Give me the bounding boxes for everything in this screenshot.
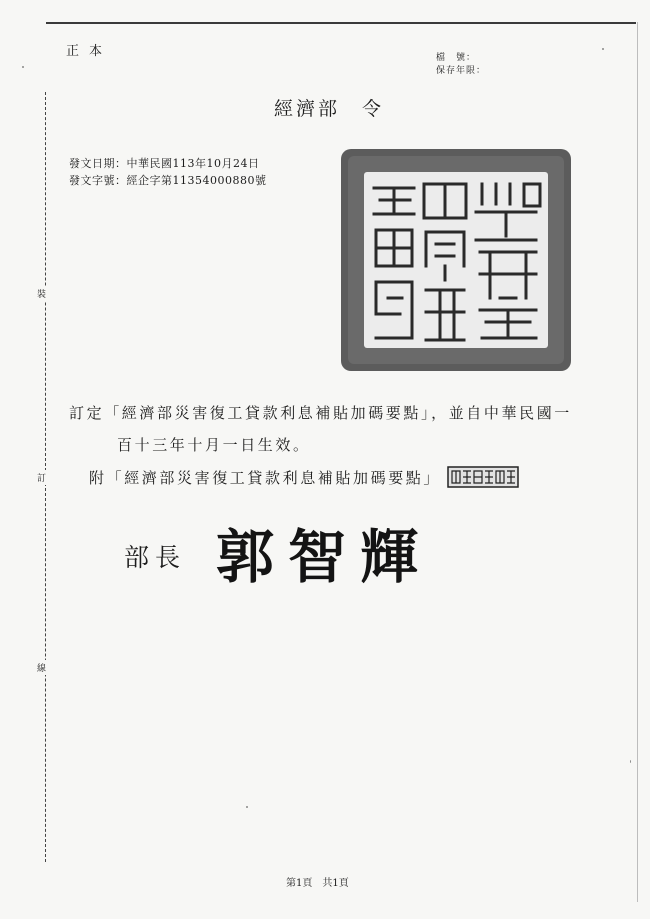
copy-label: 正本 (66, 44, 113, 59)
title-organization: 經濟部 (274, 98, 341, 120)
binding-mark-zhuang: 裝 (37, 286, 46, 301)
file-number-label: 檔 號： (436, 53, 477, 63)
binding-mark-ding: 訂 (37, 470, 46, 485)
top-border-line (46, 22, 636, 24)
scan-speck (22, 66, 24, 68)
attachment-text: 附「經濟部災害復工貸款利息補貼加碼要點」 (89, 469, 442, 487)
official-seal (340, 148, 572, 372)
scan-speck (246, 806, 248, 808)
issue-number: 發文字號：經企字第11354000880號 (69, 174, 267, 187)
document-title (274, 94, 384, 121)
title-document-type: 令 (362, 98, 385, 120)
retention-period-label: 保存年限： (436, 66, 487, 76)
body-paragraph-line-1: 訂定「經濟部災害復工貸款利息補貼加碼要點」，並自中華民國一 (69, 404, 572, 422)
scan-speck (630, 760, 631, 763)
signature-title: 部長 (124, 543, 187, 572)
page-footer: 第1頁 共1頁 (286, 878, 349, 889)
scan-speck (602, 48, 604, 50)
right-border-line (637, 22, 638, 902)
binding-mark-xian: 線 (37, 660, 46, 675)
signature-name: 郭智輝 (216, 523, 433, 591)
attachment-line (89, 466, 519, 492)
regulation-stamp (447, 466, 519, 492)
issue-date: 發文日期：中華民國113年10月24日 (69, 157, 260, 170)
body-paragraph-line-2: 百十三年十月一日生效。 (117, 436, 311, 454)
